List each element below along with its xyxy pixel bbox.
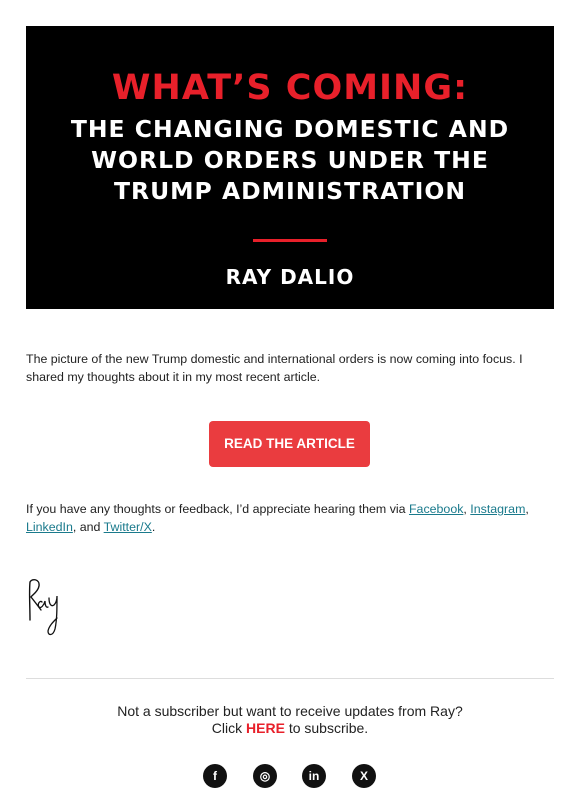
subscribe-here-link[interactable]: HERE [246,720,285,736]
hero-author: RAY DALIO [225,265,355,289]
feedback-sep3: , and [72,519,104,534]
facebook-icon[interactable]: f [203,764,227,788]
ray-signature [24,576,64,638]
hero-kicker: WHAT’S COMING: [111,68,469,108]
instagram-icon[interactable]: ◎ [253,764,277,788]
intro-paragraph: The picture of the new Trump domestic and international orders is now coming into focus. I shared my thoughts about it in my most recent article. [26,352,523,384]
linkedin-icon[interactable]: in [302,764,326,788]
feedback-sep2: , [525,502,529,516]
twitter-link[interactable]: Twitter/X [103,519,152,534]
feedback-prefix: If you have any thoughts or feedback, I’d appreciate hearing them via [26,502,409,516]
hero-divider [253,239,327,242]
facebook-link[interactable]: Facebook [408,502,464,516]
footer-divider [26,678,554,679]
read-article-button[interactable]: READ THE ARTICLE [209,421,370,467]
footer-subscribe-line [0,720,580,737]
linkedin-link[interactable]: LinkedIn [26,519,73,534]
footer-click-text: Click [211,720,247,736]
footer-subscribe-prompt: Not a subscriber but want to receive updates from Ray? [117,703,463,719]
hero-title: THE CHANGING DOMESTIC AND WORLD ORDERS UNDER THE TRUMP ADMINISTRATION [70,115,510,205]
feedback-paragraph [26,501,558,536]
instagram-link[interactable]: Instagram [470,502,526,516]
hero-banner [26,26,554,309]
feedback-suffix: . [151,519,156,534]
x-icon[interactable]: X [352,764,376,788]
footer-to-subscribe-text: to subscribe. [284,720,369,736]
feedback-sep1: , [463,502,471,516]
